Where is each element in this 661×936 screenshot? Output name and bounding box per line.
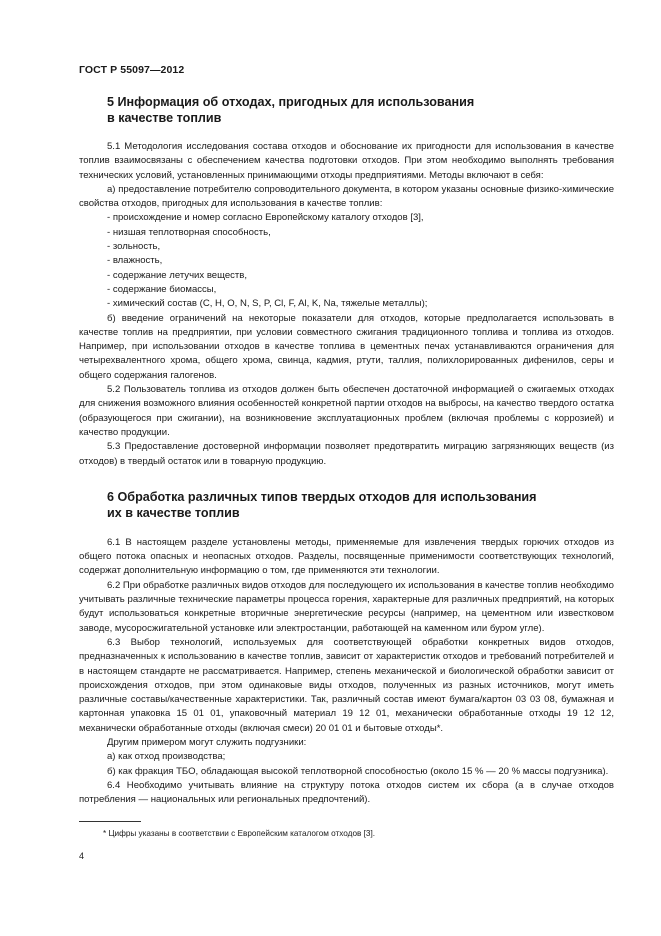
paragraph-example-b: б) как фракция ТБО, обладающая высокой теплотворной способностью (около 15 % — 20 % массы подгузника). (107, 765, 609, 777)
paragraph-6-1: 6.1 В настоящем разделе установлены методы, применяемые для извлечения твердых горючих отходов из общего потока опасных и неопасных отходов. Разделы, посвященные применимости соответствующих технологий, содержат дополнительную информацию о том, где применяются эти технологии. (79, 536, 614, 577)
paragraph-5-1-b: б) введение ограничений на некоторые показатели для отходов, которые предполагается использовать в качестве топлив на предприятии, при условии совместного сжигания традиционного топлива и топлива из отходов. Например, при использовании отходов в качестве топлива в цементных печах устанавливаются ограничения для четырехвалентного хрома, общего хрома, свинца, кадмия, ртути, таллия, полихлорированных дифенилов, серы и общего содержания галогенов. (79, 312, 614, 381)
paragraph-example-a: а) как отход производства; (107, 751, 226, 763)
document-body (79, 94, 614, 807)
section-5-title-line2: в качестве топлив (107, 111, 222, 125)
list-item: - содержание биомассы, (107, 283, 217, 295)
paragraph-6-4: 6.4 Необходимо учитывать влияние на структуру потока отходов систем их сбора (а в случае отходов потребления — национальных или региональных предпочтений). (79, 779, 614, 806)
list-item: - влажность, (107, 255, 163, 267)
section-5-title (107, 94, 614, 126)
paragraph-5-2: 5.2 Пользователь топлива из отходов должен быть обеспечен достаточной информацией о сжигаемых отходах для снижения возможного влияния особенностей конкретной партии отходов на выбросы, на качество твердого остатка (образующегося при сжигании), на возникновение эксплуатационных проблем (включая проблемы с коррозией) и качество продукции. (79, 384, 614, 438)
list-item: - содержание летучих веществ, (107, 269, 248, 281)
page-number: 4 (79, 851, 85, 861)
section-6-title (107, 489, 614, 521)
paragraph-6-3: 6.3 Выбор технологий, используемых для соответствующей обработки конкретных видов отходов, предназначенных к использованию в качестве топлив, зависит от характеристик отходов и требований потребителей и в настоящем стандарте не рассматривается. Например, степень механической и биологической обработки зависит от происхождения отходов, при этом одинаковые виды отходов, полученных из разных источников, могут иметь различные составы/качественные характеристики. Так, различный состав имеют бумага/картон 03 03 08, бумажная и картонная упаковка 15 01 01, упаковочный материал 19 12 01, механически обработанные отходы 19 12 12, механически обработанные отходы (включая смеси) 20 01 01 и бытовые отходы*. (79, 636, 614, 734)
paragraph-example: Другим примером могут служить подгузники: (107, 736, 307, 748)
list-item: - химический состав (C, H, O, N, S, P, Cl, F, Al, K, Na, тяжелые металлы); (107, 298, 428, 310)
paragraph-5-1: 5.1 Методология исследования состава отходов и обоснование их пригодности для использования в качестве топлив взаимосвязаны с обеспечением качества подготовки отходов. При этом необходимо выполнять требования технических условий, установленных принимающими отходы предприятиями. Методы включают в себя: (79, 141, 614, 181)
section-5-title-line1: 5 Информация об отходах, пригодных для использования (107, 95, 475, 109)
footnote-divider (79, 821, 141, 822)
paragraph-5-3: 5.3 Предоставление достоверной информации позволяет предотвратить миграцию загрязняющих веществ (из отходов) в твердый остаток или в товарную продукцию. (79, 441, 614, 467)
paragraph-5-1-a: а) предоставление потребителю сопроводительного документа, в котором указаны основные физико-химические свойства отходов, пригодных для использования в качестве топлив: (79, 183, 614, 210)
list-item: - низшая теплотворная способность, (107, 226, 271, 238)
list-item: - зольность, (107, 241, 161, 253)
document-header: ГОСТ Р 55097—2012 (79, 64, 185, 76)
paragraph-6-2: 6.2 При обработке различных видов отходов для последующего их использования в качестве топлив необходимо учитывать различные технические параметры процесса горения, характерные для различных предприятий, на которых будут использоваться конкретные вторичные энергетические ресурсы (например, на цементном или известковом заводе, мусоросжигательной установке или электростанции, работающей на каменном или буром угле). (79, 579, 614, 634)
section-6-title-line2: их в качестве топлив (107, 505, 240, 520)
list-item: - происхождение и номер согласно Европейскому каталогу отходов [3], (107, 212, 424, 224)
footnote: * Цифры указаны в соответствии с Европейским каталогом отходов [3]. (103, 829, 376, 838)
section-6-title-line1: 6 Обработка различных типов твердых отходов для использования (107, 489, 537, 504)
